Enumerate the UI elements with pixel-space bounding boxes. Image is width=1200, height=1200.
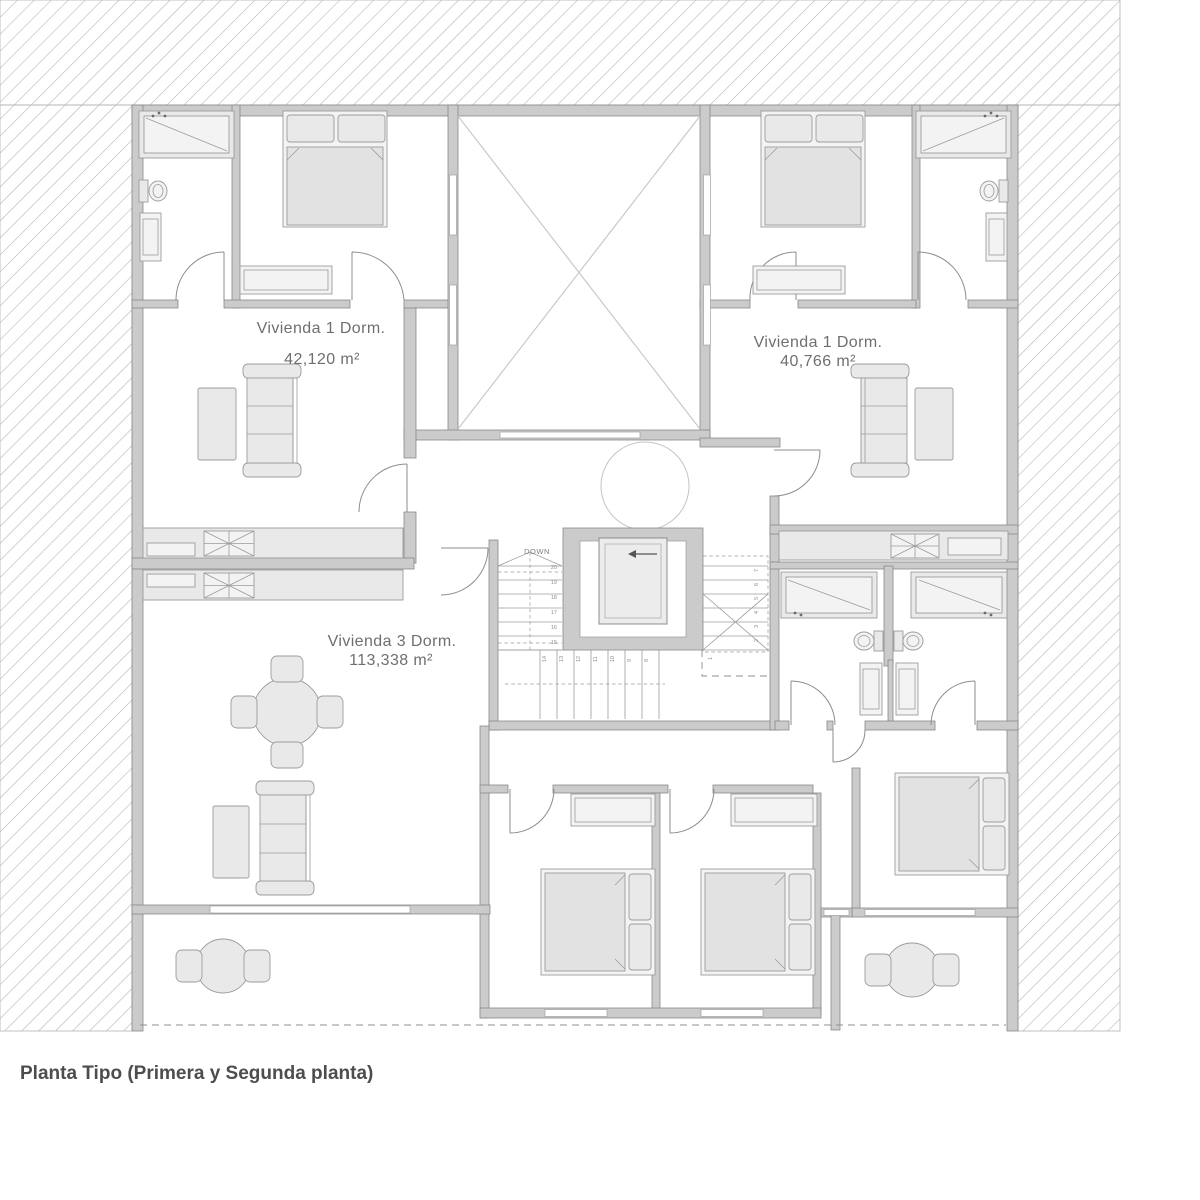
door-swing [918, 252, 966, 300]
apartment-area: 40,766 m² [780, 353, 856, 370]
shower-head-icon [984, 612, 987, 615]
shower-head-icon [996, 115, 999, 118]
elevator-core [563, 442, 703, 650]
bedroom-bottom-b [701, 794, 817, 975]
shower-head-icon [152, 115, 155, 118]
wall-segment [827, 721, 833, 730]
kitchen-appliance [147, 543, 195, 556]
plan-caption: Planta Tipo (Primera y Segunda planta) [20, 1063, 374, 1084]
bed-pillow [789, 924, 811, 970]
shower-head-icon [990, 112, 993, 115]
window [450, 285, 457, 345]
wall-segment [888, 660, 893, 722]
side-table [213, 806, 249, 878]
terrace-chair [933, 954, 959, 986]
step-number: 15 [550, 640, 557, 646]
dining-chair [317, 696, 343, 728]
bedroom-top-left [240, 111, 387, 294]
sliding-door [210, 906, 410, 913]
wall-segment [489, 721, 775, 730]
bed-pillow [816, 115, 863, 142]
wall-segment [480, 726, 489, 1018]
wall-segment [553, 785, 668, 793]
step-number: 17 [550, 610, 557, 616]
stairs-down-label: DOWN [524, 547, 550, 556]
elevator-car [599, 538, 667, 624]
wall-segment [700, 438, 780, 447]
terrace-chair [176, 950, 202, 982]
wall-segment [404, 512, 416, 563]
shower-head-icon [164, 115, 167, 118]
apartment-area: 113,338 m² [349, 652, 433, 669]
bed-mattress [545, 873, 625, 971]
window [701, 1010, 763, 1017]
hatch-top [0, 0, 1120, 105]
step-number: 2 [754, 638, 760, 642]
step-number: 4 [754, 610, 760, 614]
wall-segment [489, 540, 498, 730]
window [865, 910, 975, 916]
bathroom-top-left [139, 111, 234, 261]
wall-segment [224, 300, 350, 308]
sofa-armrest [256, 881, 314, 895]
side-table [198, 388, 236, 460]
step-number: 1 [708, 656, 714, 660]
wall-segment [480, 1008, 821, 1018]
door-swing [774, 450, 820, 496]
patio-wall [700, 105, 710, 440]
patio-void [458, 116, 700, 429]
kitchen-appliance [948, 538, 1001, 555]
terrace-table [885, 943, 939, 997]
bed-pillow [338, 115, 385, 142]
bed-mattress [765, 147, 861, 225]
bed-pillow [765, 115, 812, 142]
living-room-left [198, 364, 301, 477]
sink-hatch [204, 573, 254, 598]
door-swing [931, 681, 975, 725]
bed-pillow [629, 924, 651, 970]
dining-chair [271, 742, 303, 768]
apartment-area: 42,120 m² [284, 351, 360, 368]
wall-segment [713, 785, 813, 793]
patio-wall [448, 105, 458, 440]
bedroom-bottom-right [895, 773, 1009, 875]
hatch-left [0, 105, 132, 1031]
wall-segment [132, 105, 1018, 116]
wall-segment [977, 721, 1018, 730]
wall-segment [770, 562, 1018, 569]
sofa-armrest [851, 463, 909, 477]
side-table [915, 388, 953, 460]
hatch-right [1018, 105, 1120, 1031]
toilet-bowl [903, 632, 923, 650]
step-number: 16 [550, 625, 557, 631]
door-swing [441, 548, 488, 595]
step-number: 7 [754, 568, 760, 572]
kitchen-appliance [147, 574, 195, 587]
bed-pillow [983, 778, 1005, 822]
step-number: 10 [610, 655, 616, 662]
toilet-tank [894, 631, 903, 651]
living-dining-apartment3 [213, 656, 343, 895]
window [500, 432, 640, 438]
window [450, 175, 457, 235]
dining-table [253, 678, 321, 746]
stair-dash [702, 650, 768, 676]
apartment-label: Vivienda 3 Dorm. [327, 633, 457, 650]
terrace-table [196, 939, 250, 993]
sofa-body [260, 795, 306, 881]
shower-head-icon [990, 614, 993, 617]
bed-pillow [789, 874, 811, 920]
kitchen-counter-right [779, 531, 1008, 560]
sofa-body [861, 378, 907, 463]
shower-head-icon [984, 115, 987, 118]
sofa-body [247, 378, 293, 463]
door-swing [670, 789, 714, 833]
bed-mattress [899, 777, 979, 871]
apartment-label: Vivienda 1 Dorm. [256, 320, 386, 337]
sofa-armrest [851, 364, 909, 378]
sofa-armrest [256, 781, 314, 795]
terrace-chair [244, 950, 270, 982]
wall-segment [884, 566, 893, 666]
toilet-bowl [149, 181, 167, 201]
door-swing [352, 252, 404, 300]
wall-segment [480, 785, 508, 793]
bed-mattress [287, 147, 383, 225]
toilet-tank [139, 180, 148, 202]
step-number: 11 [593, 656, 599, 662]
bathrooms-middle [781, 572, 1007, 715]
door-swing [833, 730, 865, 762]
step-number: 3 [754, 624, 760, 628]
wall-segment [132, 300, 178, 308]
closet [571, 794, 655, 826]
shower-head-icon [800, 614, 803, 617]
toilet-tank [874, 631, 883, 651]
dining-chair [231, 696, 257, 728]
sink-hatch [891, 534, 939, 558]
wall-segment [968, 300, 1018, 308]
step-number: 5 [754, 596, 760, 600]
bedroom-top-right [753, 111, 865, 294]
step-number: 13 [559, 655, 565, 662]
step-number: 9 [627, 658, 633, 662]
wall-segment [865, 721, 935, 730]
wall-segment [404, 308, 416, 458]
door-swing [359, 464, 407, 512]
step-number: 12 [576, 655, 582, 662]
landing-circle [601, 442, 689, 530]
dining-chair [271, 656, 303, 682]
wall-segment [775, 721, 789, 730]
closet [731, 794, 817, 826]
bed-pillow [629, 874, 651, 920]
step-number: 19 [550, 580, 557, 586]
toilet-tank [999, 180, 1008, 202]
stair-flight-bottom [498, 650, 770, 719]
wall-segment [132, 558, 414, 569]
bed-pillow [983, 826, 1005, 870]
window [545, 1010, 607, 1017]
bed-pillow [287, 115, 334, 142]
step-number: 18 [550, 595, 557, 601]
toilet-bowl [854, 632, 874, 650]
step-number: 8 [644, 658, 650, 662]
window [824, 910, 849, 916]
sink-hatch [204, 531, 254, 556]
terrace-right [865, 943, 959, 997]
door-swing [176, 252, 224, 300]
wall-segment [798, 300, 916, 308]
terrace-chair [865, 954, 891, 986]
door-swing [510, 789, 554, 833]
step-number: 20 [550, 565, 557, 571]
window [704, 175, 711, 235]
shower-head-icon [158, 112, 161, 115]
bed-mattress [705, 873, 785, 971]
terrace-left [176, 939, 270, 993]
window [704, 285, 711, 345]
step-number: 14 [542, 655, 548, 662]
door-swing [791, 681, 835, 725]
shower-head-icon [794, 612, 797, 615]
apartment-label: Vivienda 1 Dorm. [753, 334, 883, 351]
bedroom-bottom-a [541, 794, 655, 975]
sofa-armrest [243, 463, 301, 477]
wall-segment [831, 912, 840, 1030]
toilet-bowl [980, 181, 998, 201]
living-room-right [851, 364, 953, 477]
wall-segment [852, 768, 860, 912]
step-number: 6 [754, 582, 760, 586]
bathroom-top-right [916, 111, 1011, 261]
